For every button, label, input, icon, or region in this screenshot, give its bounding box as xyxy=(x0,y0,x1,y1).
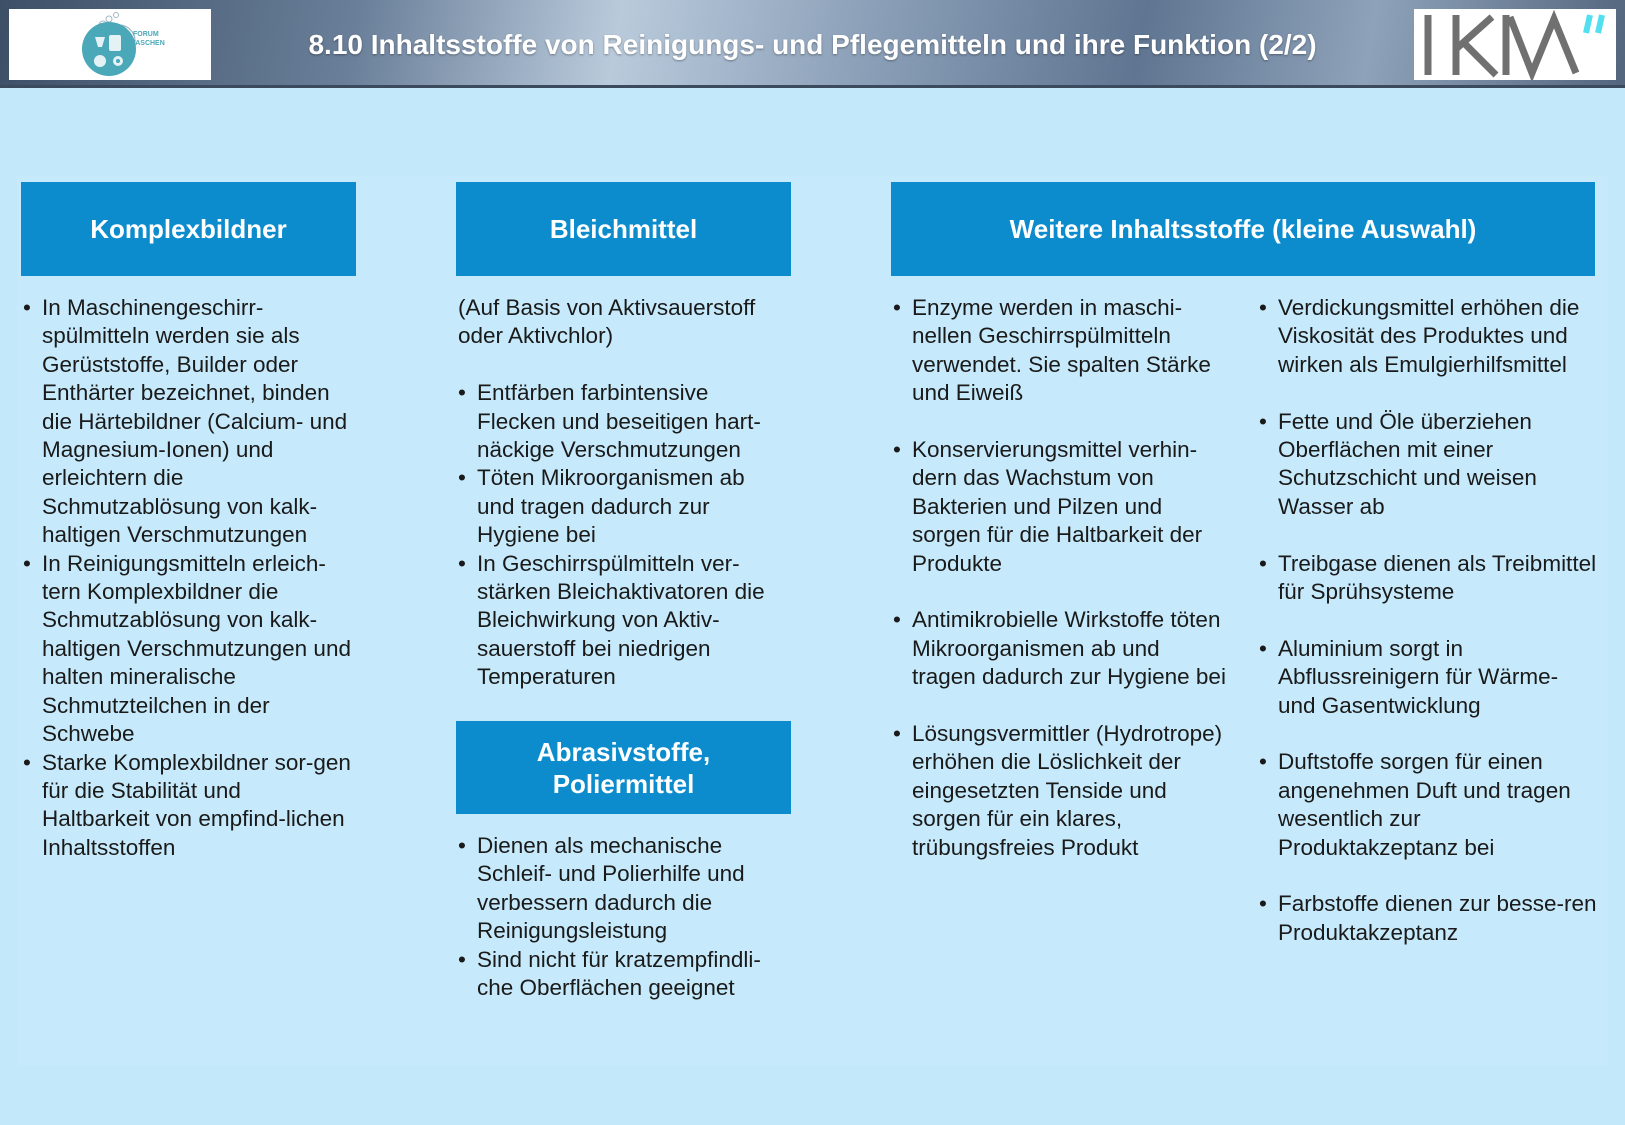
section-header-abrasivstoffe xyxy=(456,721,791,814)
abrasivstoffe-title-line2: Poliermittel xyxy=(552,768,695,799)
section-header-weitere: Weitere Inhaltsstoffe (kleine Auswahl) xyxy=(891,182,1595,276)
list-item: • Lösungsvermittler (Hydrotrope) erhöhen die Löslichkeit der eingesetzten Tenside und sorgen für ein klares, trübungsfreies Produkt xyxy=(891,720,1227,862)
column-weitere xyxy=(891,182,1597,945)
abrasivstoffe-title-line1: Abrasivstoffe, xyxy=(536,736,711,767)
page-title: 8.10 Inhaltsstoffe von Reinigungs- und Pflegemitteln und ihre Funktion (2/2) xyxy=(308,29,1317,60)
list-item: • Antimikrobielle Wirkstoffe töten Mikroorganismen ab und tragen dadurch zur Hygiene bei xyxy=(891,606,1227,691)
header-bar xyxy=(0,0,1625,88)
list-item: • Entfärben farbintensive Flecken und beseitigen hart-näckige Verschmutzungen xyxy=(456,379,788,464)
list-item: • Konservierungsmittel verhin-dern das Wachstum von Bakterien und Pilzen und sorgen für die Haltbarkeit der Produkte xyxy=(891,436,1227,578)
list-item: • Fette und Öle überziehen Oberflächen mit einer Schutzschicht und weisen Wasser ab xyxy=(1257,408,1597,522)
section-header-bleichmittel: Bleichmittel xyxy=(456,182,791,276)
bleichmittel-body xyxy=(456,294,788,692)
column-komplexbildner xyxy=(21,182,356,862)
weitere-list-right xyxy=(1257,294,1597,947)
list-item: • Farbstoffe dienen zur besse-ren Produktakzeptanz xyxy=(1257,890,1597,947)
bleichmittel-intro: (Auf Basis von Aktivsauerstoff oder Aktivchlor) xyxy=(458,295,756,349)
komplexbildner-list xyxy=(21,294,351,862)
section-header-komplexbildner: Komplexbildner xyxy=(21,182,356,276)
logo-text-forum: FORUM xyxy=(133,31,159,38)
list-item: • In Maschinengeschirr-spülmitteln werden sie als Gerüststoffe, Builder oder Enthärter bezeichnet, binden die Härtebildner (Calcium- und Magnesium-Ionen) und erleichtern die Schmutzablösung von kalk-haltigen Verschmutzungen xyxy=(21,294,351,550)
list-item: • In Reinigungsmitteln erleich-tern Komplexbildner die Schmutzablösung von kalk-haltigen Verschmutzungen und halten mineralische Schmutzteilchen in der Schwebe xyxy=(21,550,351,749)
logo-text-waschen: WASCHEN xyxy=(129,40,165,47)
list-item: • Dienen als mechanische Schleif- und Polierhilfe und verbessern dadurch die Reinigungsleistung xyxy=(456,832,788,946)
bleichmittel-list xyxy=(456,379,788,691)
column-bleichmittel xyxy=(456,182,791,692)
list-item: • Starke Komplexbildner sor-gen für die Stabilität und Haltbarkeit von empfind-lichen Inhaltsstoffen xyxy=(21,749,351,863)
weitere-list-left xyxy=(891,294,1227,862)
list-item: • In Geschirrspülmitteln ver-stärken Bleichaktivatoren die Bleichwirkung von Aktiv-sauerstoff bei niedrigen Temperaturen xyxy=(456,550,788,692)
list-item: • Verdickungsmittel erhöhen die Viskosität des Produktes und wirken als Emulgierhilfsmittel xyxy=(1257,294,1597,379)
list-item: • Sind nicht für kratzempfindli-che Oberflächen geeignet xyxy=(456,946,788,1003)
list-item: • Enzyme werden in maschi-nellen Geschirrspülmitteln verwendet. Sie spalten Stärke und Eiweiß xyxy=(891,294,1227,408)
column-abrasivstoffe xyxy=(456,721,791,1002)
abrasivstoffe-list xyxy=(456,832,788,1002)
list-item: • Duftstoffe sorgen für einen angenehmen Duft und tragen wesentlich zur Produktakzeptanz bei xyxy=(1257,748,1597,862)
list-item: • Aluminium sorgt in Abflussreinigern für Wärme- und Gasentwicklung xyxy=(1257,635,1597,720)
list-item: • Treibgase dienen als Treibmittel für Sprühsysteme xyxy=(1257,550,1597,607)
list-item: • Töten Mikroorganismen ab und tragen dadurch zur Hygiene bei xyxy=(456,464,788,549)
forum-waschen-logo xyxy=(9,9,211,80)
ikw-logo xyxy=(1414,9,1616,80)
